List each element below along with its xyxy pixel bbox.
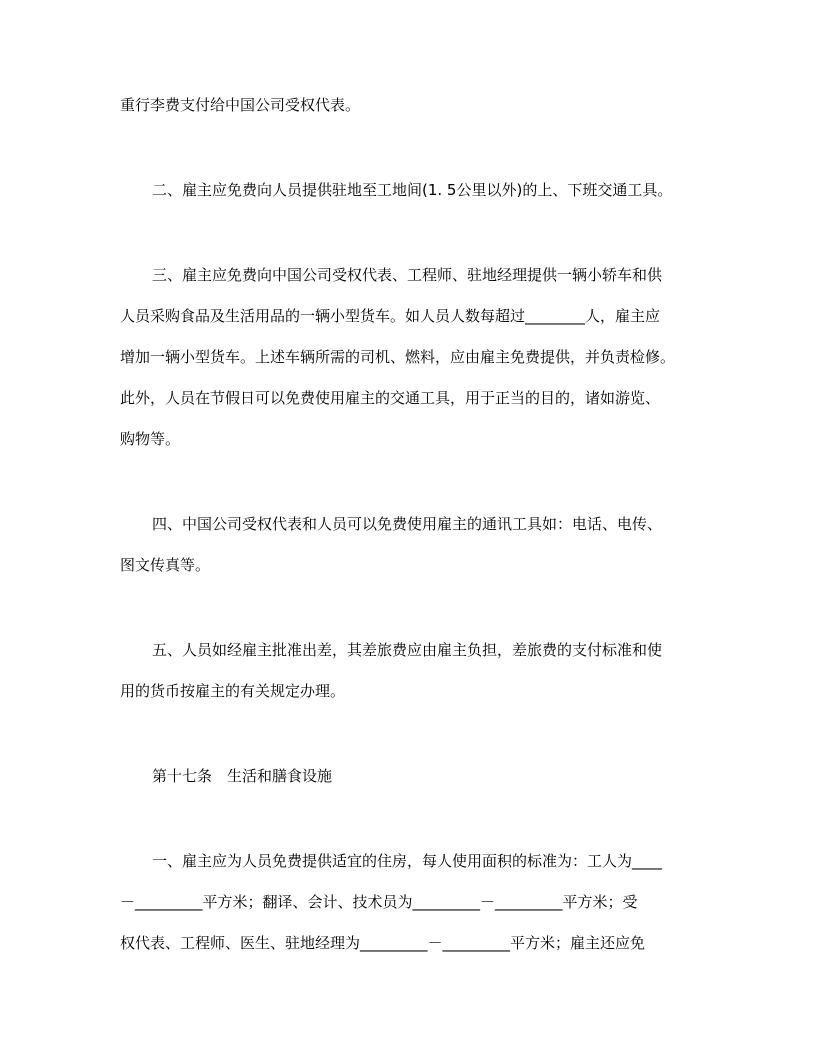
text-line: 人员采购食品及生活用品的一辆小型货车。如人员人数每超过________人，雇主应 [120, 307, 661, 325]
text-line: 重行李费支付给中国公司受权代表。 [120, 96, 361, 114]
text-line: 增加一辆小型货车。上述车辆所需的司机、燃料，应由雇主免费提供，并负责检修。 [120, 348, 676, 366]
text-line: 此外，人员在节假日可以免费使用雇主的交通工具，用于正当的目的，诸如游览、 [120, 389, 661, 407]
text-line: 权代表、工程师、医生、驻地经理为_________－_________平方米；雇主还应免 [120, 934, 646, 952]
text-line: －_________平方米；翻译、会计、技术员为_________－_________平方米；受 [120, 893, 638, 911]
paragraph-four: 四、中国公司受权代表和人员可以免费使用雇主的通讯工具如：电话、电传、 [152, 515, 663, 533]
paragraph-five: 五、人员如经雇主批准出差，其差旅费应由雇主负担，差旅费的支付标准和使 [152, 641, 663, 659]
paragraph-one: 一、雇主应为人员免费提供适宜的住房，每人使用面积的标准为：工人为____ [152, 852, 663, 870]
article-heading: 第十七条 生活和膳食设施 [152, 767, 333, 785]
text-line: 用的货币按雇主的有关规定办理。 [120, 682, 346, 700]
text-line: 图文传真等。 [120, 556, 211, 574]
paragraph-two: 二、雇主应免费向人员提供驻地至工地间(1. 5公里以外)的上、下班交通工具。 [152, 181, 673, 199]
text-line: 购物等。 [120, 430, 181, 448]
paragraph-three: 三、雇主应免费向中国公司受权代表、工程师、驻地经理提供一辆小轿车和供 [152, 266, 663, 284]
